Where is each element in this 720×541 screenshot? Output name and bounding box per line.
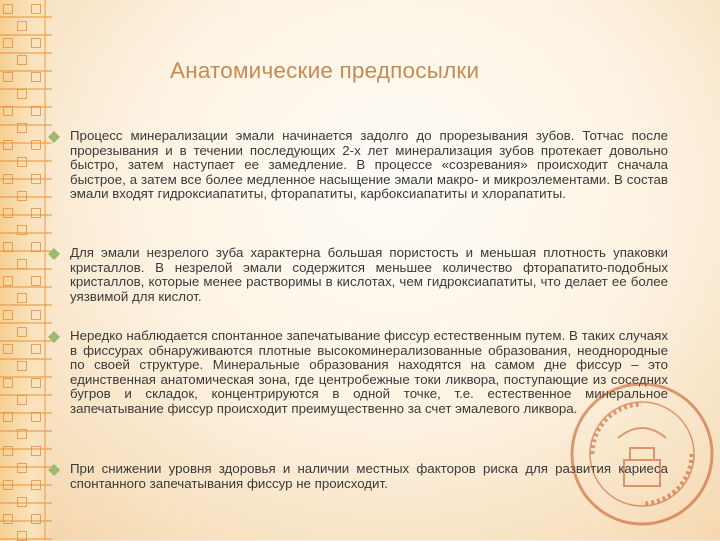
bullet-text: Процесс минерализации эмали начинается задолго до прорезывания зубов. Тотчас после прорезывания и в течении последующих 2-х лет минерализация зубов протекает довольно быстро, затем наступает ее замедление. В процессе «созревания» происходит сначала быстрое, а затем все более медленное насыщение эмали макро- и микроэлементами. В состав эмали входят гидроксиапатиты, фторапатиты, карбоксиапатиты и хлорапатиты.	[70, 128, 668, 202]
decorative-square	[31, 378, 41, 388]
bullet-text: Нередко наблюдается спонтанное запечатывание фиссур естественным путем. В таких случаях в фиссурах обнаруживаются плотные высокоминерализованные образования, неоднородные по своей структуре. Минеральные образования находятся на самом дне фиссур – это единственная анатомическая зона, где центробежные токи ликвора, поступающие из соседних бугров и складок, концентрируются в одной точке, т.е. естественное минеральное запечатывание фиссур происходит преимущественно за счет эмалевого ликвора.	[70, 328, 668, 416]
decorative-square	[31, 72, 41, 82]
decorative-square	[3, 480, 13, 490]
decorative-square	[3, 242, 13, 252]
decorative-square	[3, 514, 13, 524]
decorative-square	[31, 4, 41, 14]
decorative-square	[31, 276, 41, 286]
decorative-square	[31, 106, 41, 116]
decorative-square	[17, 89, 27, 99]
decorative-square	[3, 38, 13, 48]
decorative-square	[31, 38, 41, 48]
decorative-square	[31, 310, 41, 320]
decorative-square	[3, 140, 13, 150]
slide-title: Анатомические предпосылки	[170, 58, 480, 83]
diamond-bullet-icon	[48, 331, 60, 343]
decorative-vertical-line	[44, 0, 46, 540]
decorative-square	[31, 174, 41, 184]
decorative-square	[31, 140, 41, 150]
decorative-square	[17, 55, 27, 65]
diamond-bullet-icon	[48, 131, 60, 143]
decorative-square	[17, 157, 27, 167]
bullet-text: Для эмали незрелого зуба характерна большая пористость и меньшая плотность упаковки кристаллов. В незрелой эмали содержится меньшее количество фторапатито-подобных кристаллов, которые менее растворимы в кислотах, чем гидроксиапатиты, что делает ее более уязвимой для кислот.	[70, 245, 668, 304]
decorative-square	[3, 310, 13, 320]
decorative-square	[17, 327, 27, 337]
decorative-square	[3, 378, 13, 388]
decorative-square	[17, 361, 27, 371]
decorative-square	[17, 123, 27, 133]
decorative-square	[17, 293, 27, 303]
decorative-square	[31, 208, 41, 218]
decorative-square	[3, 208, 13, 218]
decorative-square	[31, 242, 41, 252]
decorative-square	[3, 446, 13, 456]
decorative-square	[3, 174, 13, 184]
decorative-square	[3, 106, 13, 116]
decorative-square	[3, 72, 13, 82]
decorative-square	[3, 344, 13, 354]
decorative-square	[31, 514, 41, 524]
diamond-bullet-icon	[48, 248, 60, 260]
bullet-text: При снижении уровня здоровья и наличии местных факторов риска для развития кариеса спонтанного запечатывания фиссур не происходит.	[70, 461, 668, 491]
decorative-square	[17, 259, 27, 269]
decorative-square	[17, 429, 27, 439]
decorative-square	[31, 480, 41, 490]
decorative-square	[3, 4, 13, 14]
decorative-square	[17, 225, 27, 235]
decorative-square	[31, 412, 41, 422]
decorative-square	[31, 344, 41, 354]
decorative-square	[17, 463, 27, 473]
decorative-square	[31, 446, 41, 456]
diamond-bullet-icon	[48, 464, 60, 476]
decorative-square	[17, 497, 27, 507]
decorative-square	[17, 21, 27, 31]
decorative-square	[17, 395, 27, 405]
seal-watermark-icon	[566, 378, 718, 530]
decorative-square	[17, 191, 27, 201]
decorative-square	[3, 276, 13, 286]
decorative-square	[3, 412, 13, 422]
